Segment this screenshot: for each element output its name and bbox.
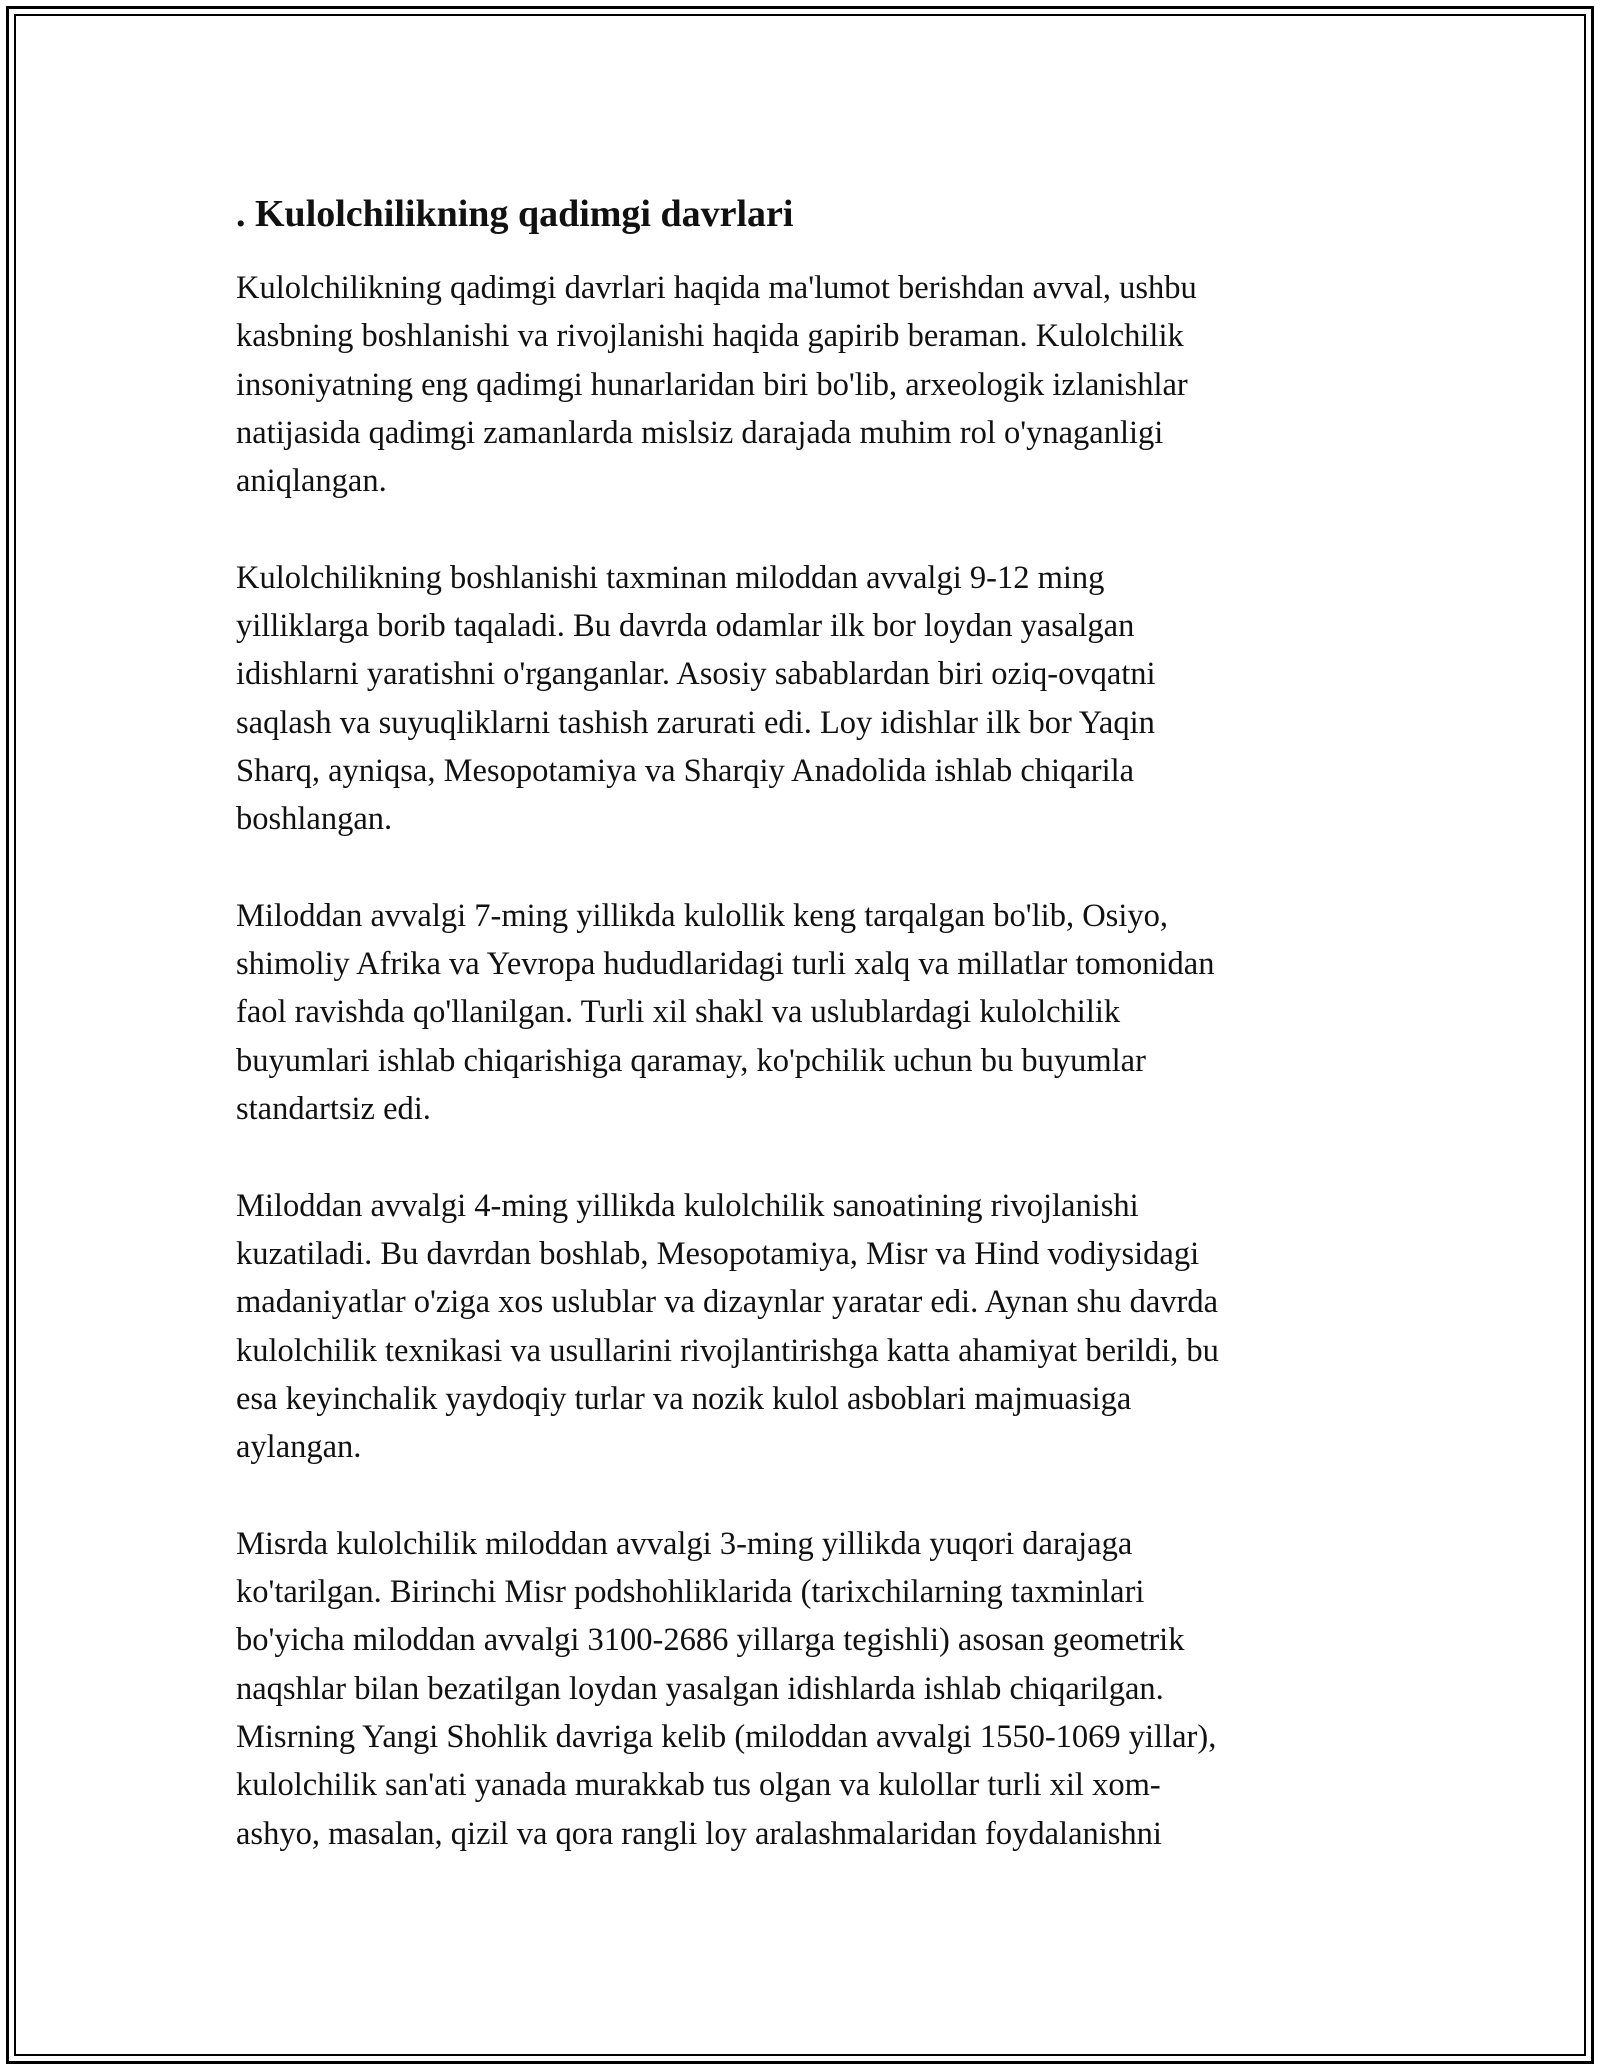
paragraph-line: idishlarni yaratishni o'rganganlar. Asosiy sabablardan biri oziq-ovqatni [236, 656, 1156, 693]
paragraph [236, 554, 1356, 844]
paragraph-line: yilliklarga borib taqaladi. Bu davrda odamlar ilk bor loydan yasalgan [236, 608, 1135, 645]
paragraph-line: madaniyatlar o'ziga xos uslublar va dizaynlar yaratar edi. Aynan shu davrda [236, 1284, 1219, 1321]
paragraph-line: ashyo, masalan, qizil va qora rangli loy aralashmalaridan foydalanishni [236, 1815, 1162, 1852]
paragraph-line: buyumlari ishlab chiqarishiga qaramay, ko'pchilik uchun bu buyumlar [236, 1042, 1146, 1079]
paragraph-line: Kulolchilikning boshlanishi taxminan miloddan avvalgi 9-12 ming [236, 559, 1105, 596]
section-heading: . Kulolchilikning qadimgi davrlari [236, 193, 794, 235]
paragraph-line: Miloddan avvalgi 4-ming yillikda kulolchilik sanoatining rivojlanishi [236, 1187, 1139, 1224]
paragraph-line: aylangan. [236, 1429, 362, 1466]
paragraph-line: standartsiz edi. [236, 1091, 431, 1128]
paragraph [236, 1520, 1356, 1858]
paragraph-line: kulolchilik texnikasi va usullarini rivojlantirishga katta ahamiyat berildi, bu [236, 1332, 1219, 1369]
paragraph-line: Misrning Yangi Shohlik davriga kelib (miloddan avvalgi 1550-1069 yillar), [236, 1718, 1217, 1755]
paragraph-line: saqlash va suyuqliklarni tashish zarurati edi. Loy idishlar ilk bor Yaqin [236, 704, 1155, 741]
paragraph-line: aniqlangan. [236, 463, 387, 500]
paragraph-line: bo'yicha miloddan avvalgi 3100-2686 yillarga tegishli) asosan geometrik [236, 1622, 1185, 1659]
paragraph [236, 892, 1356, 1133]
paragraph-line: ko'tarilgan. Birinchi Misr podshohliklarida (tarixchilarning taxminlari [236, 1574, 1145, 1611]
paragraph-line: Miloddan avvalgi 7-ming yillikda kulollik keng tarqalgan bo'lib, Osiyo, [236, 897, 1168, 934]
paragraph-line: shimoliy Afrika va Yevropa hududlaridagi turli xalq va millatlar tomonidan [236, 946, 1215, 983]
paragraph [236, 1182, 1356, 1472]
paragraph-line: Sharq, ayniqsa, Mesopotamiya va Sharqiy Anadolida ishlab chiqarila [236, 752, 1135, 789]
paragraph-line: insoniyatning eng qadimgi hunarlaridan biri bo'lib, arxeologik izlanishlar [236, 366, 1188, 403]
paragraph-line: Kulolchilikning qadimgi davrlari haqida ma'lumot berishdan avval, ushbu [236, 270, 1197, 306]
document-body [236, 186, 1356, 1906]
paragraph-line: kuzatiladi. Bu davrdan boshlab, Mesopotamiya, Misr va Hind vodiysidagi [236, 1235, 1200, 1272]
paragraph-line: boshlangan. [236, 801, 393, 838]
paragraph-line: faol ravishda qo'llanilgan. Turli xil shakl va uslublardagi kulolchilik [236, 994, 1121, 1031]
paragraph-list [236, 264, 1356, 1858]
paragraph [236, 264, 1356, 505]
paragraph-line: Misrda kulolchilik miloddan avvalgi 3-ming yillikda yuqori darajaga [236, 1525, 1133, 1562]
paragraph-line: naqshlar bilan bezatilgan loydan yasalgan idishlarda ishlab chiqarilgan. [236, 1670, 1164, 1707]
paragraph-line: kulolchilik san'ati yanada murakkab tus olgan va kulollar turli xil xom- [236, 1767, 1161, 1804]
paragraph-line: esa keyinchalik yaydoqiy turlar va nozik kulol asboblari majmuasiga [236, 1380, 1132, 1417]
paragraph-line: natijasida qadimgi zamanlarda mislsiz darajada muhim rol o'ynaganligi [236, 414, 1164, 451]
paragraph-line: kasbning boshlanishi va rivojlanishi haqida gapirib beraman. Kulolchilik [236, 318, 1184, 355]
